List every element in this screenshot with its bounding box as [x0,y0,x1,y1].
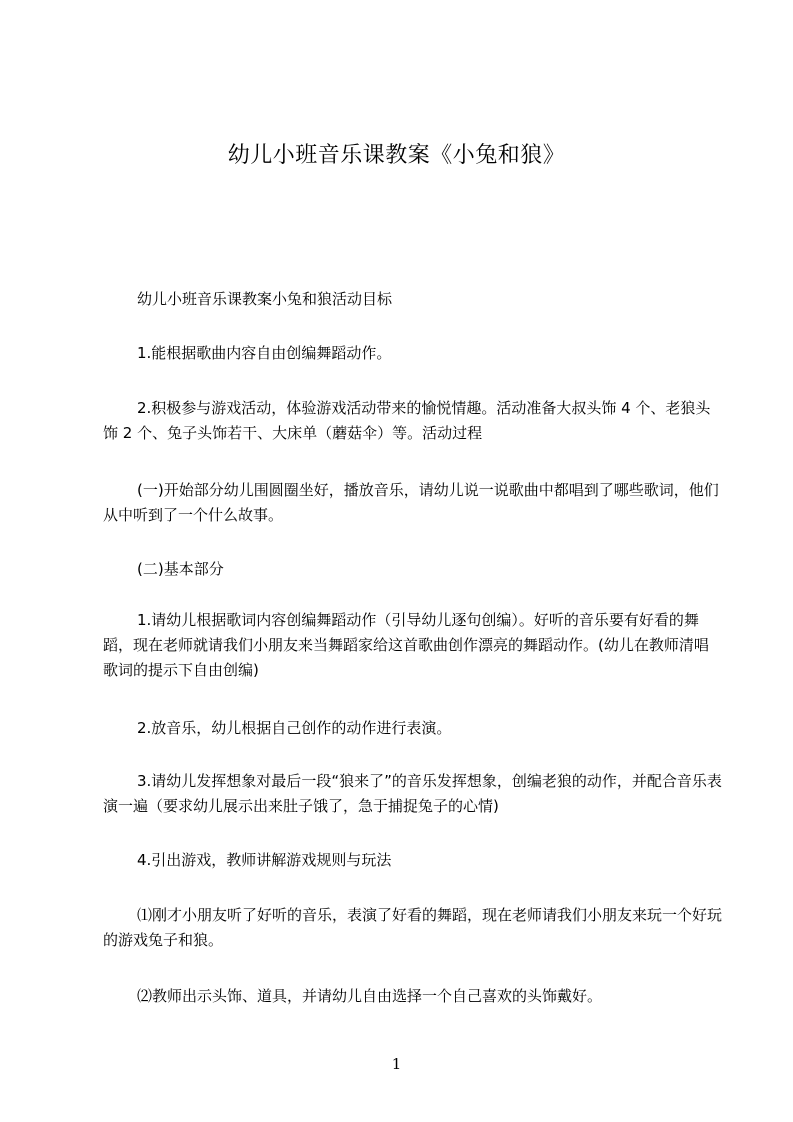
paragraph-game-1: ⑴刚才小朋友听了好听的音乐，表演了好看的舞蹈，现在老师请我们小朋友来玩一个好玩的游戏兔子和狼。 [103,906,723,949]
paragraph-step-4: 4.引出游戏，教师讲解游戏规则与玩法 [137,851,392,869]
paragraph-step-1: 1.请幼儿根据歌词内容创编舞蹈动作（引导幼儿逐句创编）。好听的音乐要有好看的舞蹈，现在老师就请我们小朋友来当舞蹈家给这首歌曲创作漂亮的舞蹈动作。(幼儿在教师清唱歌词的提示下自由创编) [103,611,709,679]
document-title: 幼儿小班音乐课教案《小兔和狼》 [227,143,566,168]
paragraph-part-2-heading: (二)基本部分 [137,560,224,578]
paragraph-step-3: 3.请幼儿发挥想象对最后一段“狼来了”的音乐发挥想象，创编老狼的动作，并配合音乐表演一遍（要求幼儿展示出来肚子饿了，急于捕捉兔子的心情) [103,772,722,815]
paragraph-game-2: ⑵教师出示头饰、道具，并请幼儿自由选择一个自己喜欢的头饰戴好。 [137,987,603,1005]
paragraph-part-1: (一)开始部分幼儿围圆圈坐好，播放音乐，请幼儿说一说歌曲中都唱到了哪些歌词，他们从中听到了一个什么故事。 [103,481,719,524]
paragraph-goal-2: 2.积极参与游戏活动，体验游戏活动带来的愉悦情趣。活动准备大叔头饰 4 个、老狼头饰 2 个、兔子头饰若干、大床单（蘑菇伞）等。活动过程 [103,399,711,442]
page-number: 1 [391,1055,402,1073]
paragraph-step-2: 2.放音乐，幼儿根据自己创作的动作进行表演。 [137,719,452,737]
paragraph-activity-goals: 幼儿小班音乐课教案小兔和狼活动目标 [137,290,393,308]
paragraph-goal-1: 1.能根据歌曲内容自由创编舞蹈动作。 [137,344,392,362]
